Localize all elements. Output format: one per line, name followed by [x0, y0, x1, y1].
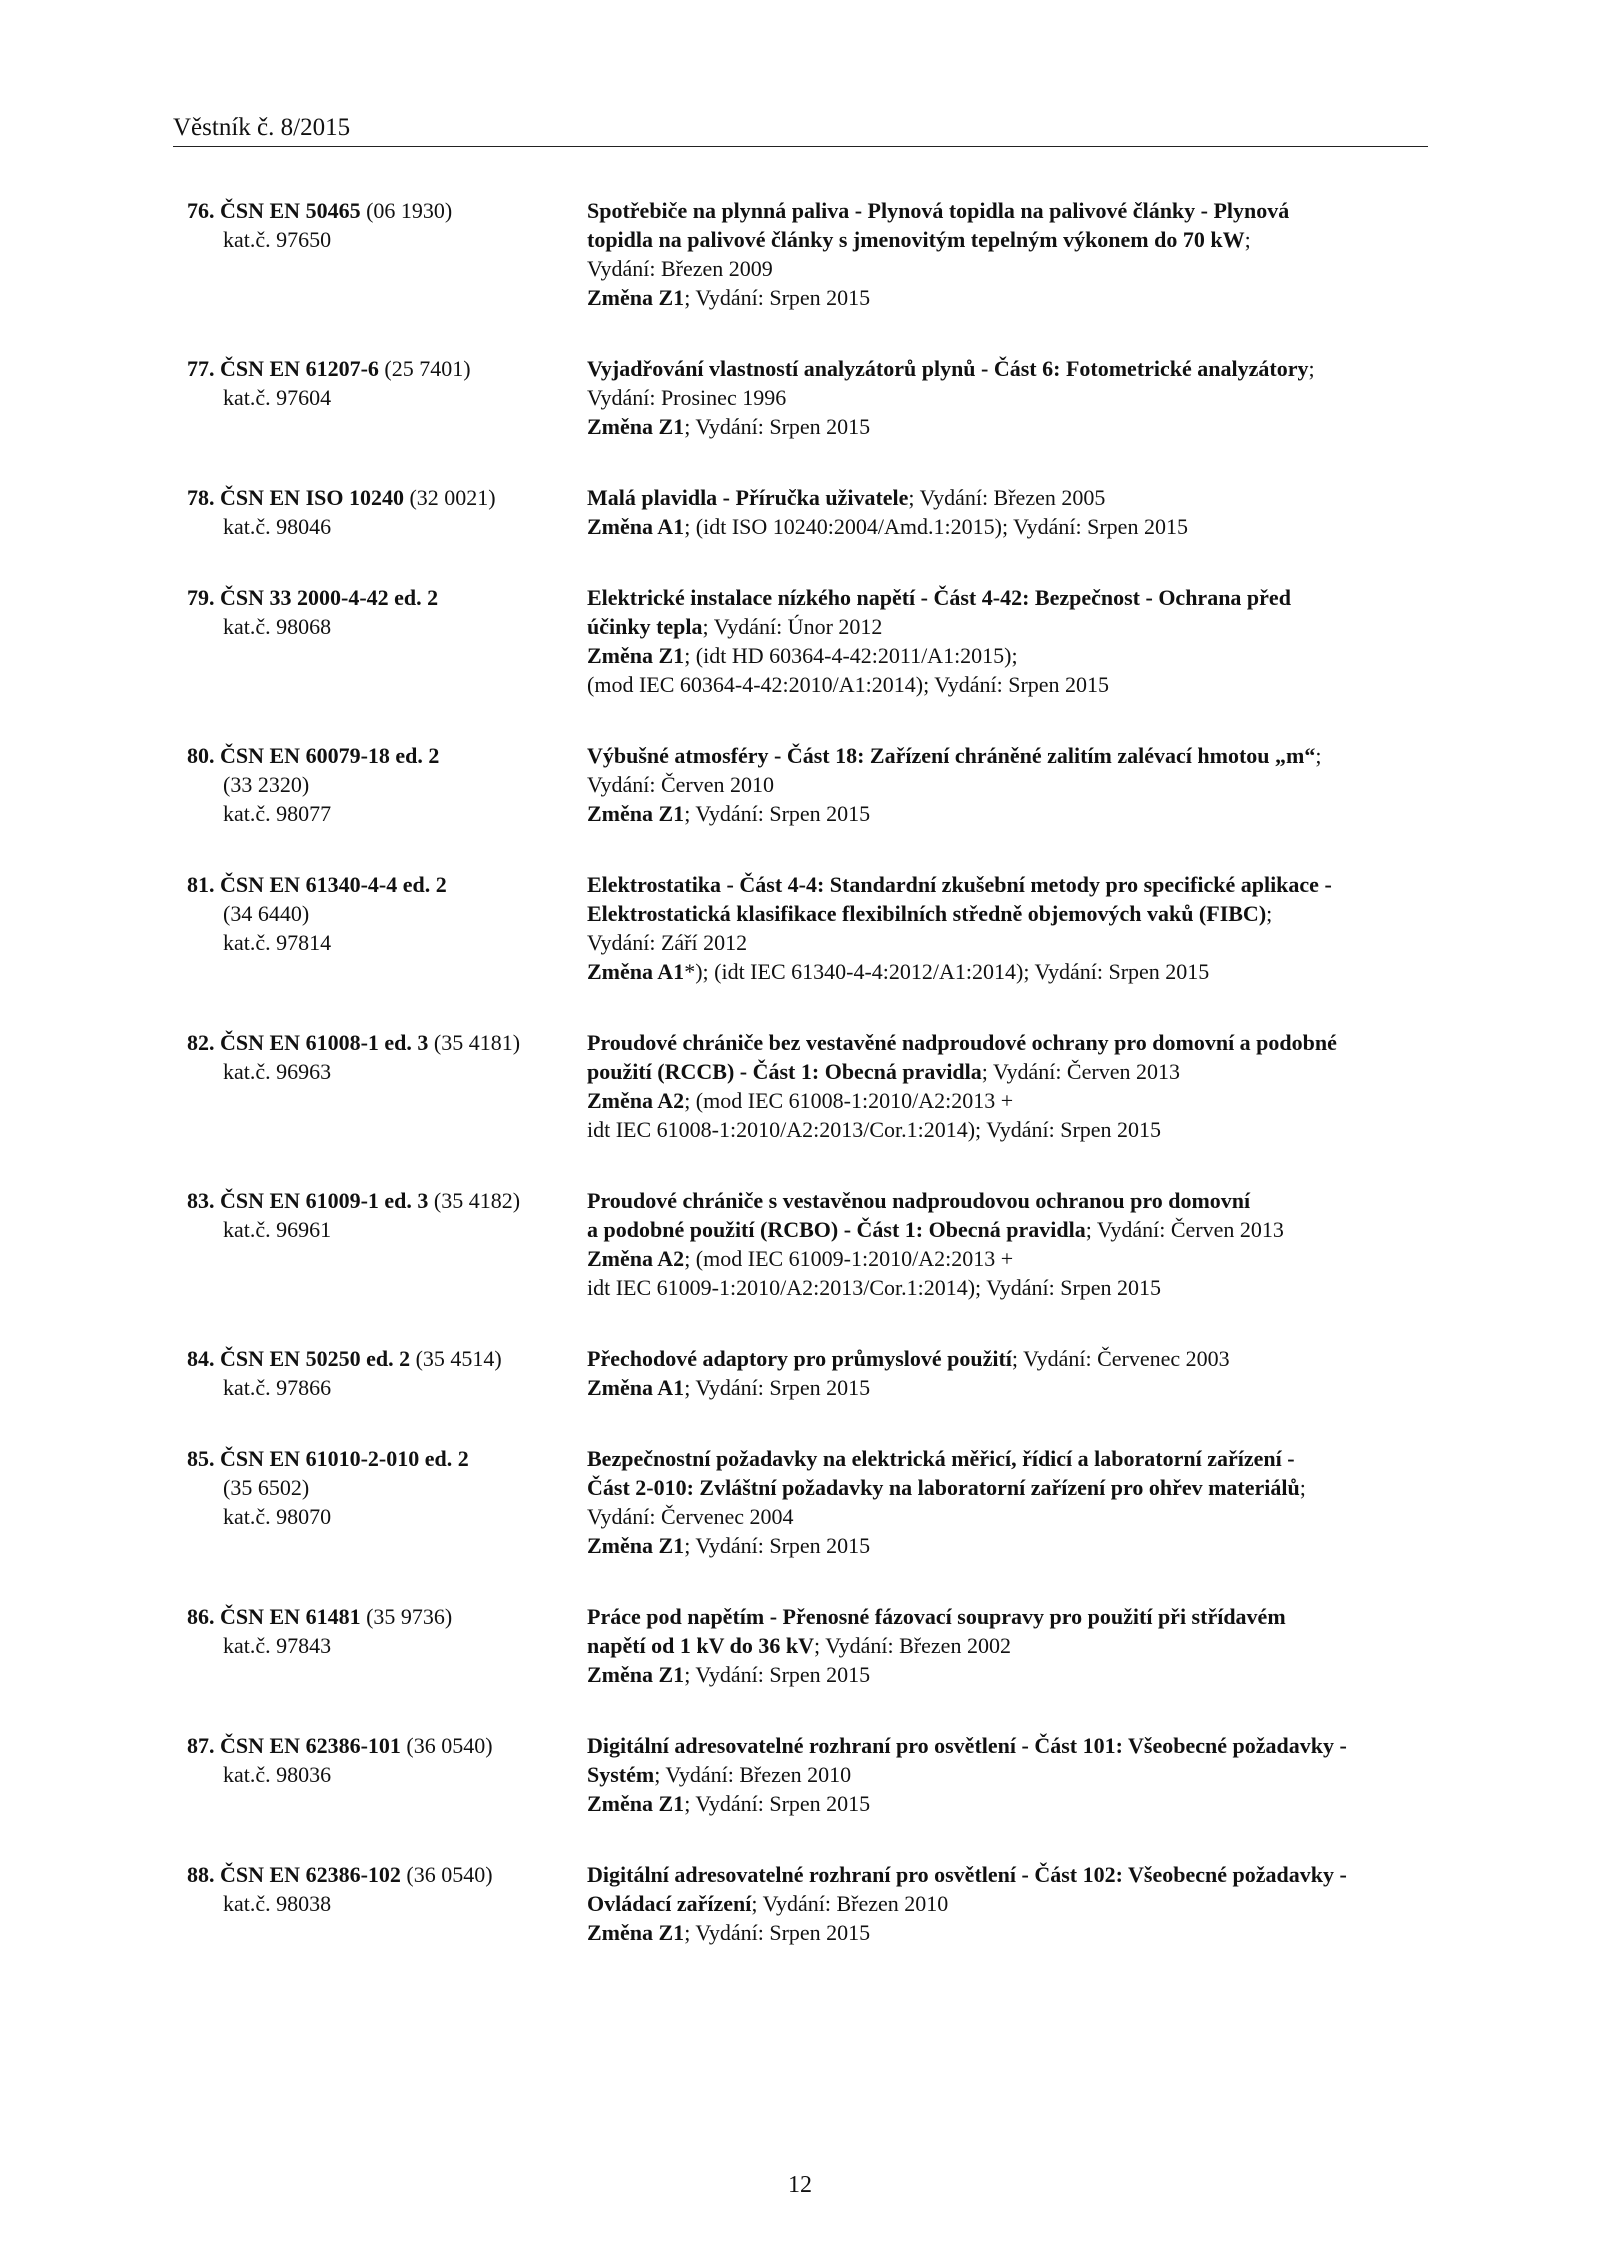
- bold-text: 85. ČSN EN 61010-2-010 ed. 2: [187, 1446, 469, 1471]
- standard-title-line: [587, 1860, 1427, 1889]
- standard-id-line: [187, 1760, 587, 1789]
- bold-text: 80. ČSN EN 60079-18 ed. 2: [187, 743, 440, 768]
- text: (35 4514): [410, 1346, 502, 1371]
- standard-title-line: [587, 1028, 1427, 1057]
- bold-text: Změna Z1: [587, 643, 685, 668]
- text: (25 7401): [378, 356, 471, 381]
- bold-text: Změna A1: [587, 1375, 685, 1400]
- standard-id-line: [187, 1602, 587, 1631]
- text: kat.č. 98070: [223, 1504, 332, 1529]
- standard-title-line: [587, 1631, 1427, 1660]
- text: ; (mod IEC 61009-1:2010/A2:2013 +: [684, 1246, 1014, 1271]
- standard-id-line: [187, 354, 587, 383]
- standard-title-line: [587, 1444, 1427, 1473]
- bold-text: 77. ČSN EN 61207-6: [187, 356, 379, 381]
- standard-identifier: [187, 196, 587, 312]
- standard-title-line: [587, 1660, 1427, 1689]
- text: (35 4182): [428, 1188, 521, 1213]
- standard-title-line: [587, 1373, 1427, 1402]
- text: ; Vydání: Srpen 2015: [684, 801, 871, 826]
- standard-identifier: [187, 1344, 587, 1402]
- bold-text: použití (RCCB) - Část 1: Obecná pravidla: [587, 1059, 982, 1084]
- standard-title-line: [587, 1186, 1427, 1215]
- standard-description: [587, 1602, 1427, 1689]
- standard-identifier: [187, 1444, 587, 1560]
- standard-identifier: [187, 1731, 587, 1818]
- standard-title-line: [587, 383, 1427, 412]
- text: (36 0540): [400, 1733, 493, 1758]
- standard-entry: [187, 583, 1427, 699]
- standard-description: [587, 870, 1427, 986]
- bold-text: Přechodové adaptory pro průmyslové použití: [587, 1346, 1012, 1371]
- bold-text: Změna Z1: [587, 1791, 685, 1816]
- text: Vydání: Červen 2010: [587, 772, 774, 797]
- standard-title-line: [587, 1244, 1427, 1273]
- bold-text: 76. ČSN EN 50465: [187, 198, 361, 223]
- standard-title-line: [587, 1057, 1427, 1086]
- text: (36 0540): [400, 1862, 493, 1887]
- standard-id-line: [187, 770, 587, 799]
- bold-text: Vyjadřování vlastností analyzátorů plynů - Část 6: Fotometrické analyzátory: [587, 356, 1309, 381]
- text: kat.č. 98038: [223, 1891, 332, 1916]
- text: ; Vydání: Srpen 2015: [684, 1920, 871, 1945]
- text: ; Vydání: Únor 2012: [702, 614, 883, 639]
- standard-title-line: [587, 354, 1427, 383]
- bold-text: 83. ČSN EN 61009-1 ed. 3: [187, 1188, 429, 1213]
- standard-title-line: [587, 641, 1427, 670]
- text: ; Vydání: Červen 2013: [981, 1059, 1180, 1084]
- standard-identifier: [187, 583, 587, 699]
- text: (35 4181): [428, 1030, 521, 1055]
- text: ; Vydání: Březen 2002: [814, 1633, 1011, 1658]
- standard-title-line: [587, 1086, 1427, 1115]
- standard-description: [587, 354, 1427, 441]
- bold-text: Část 2-010: Zvláštní požadavky na laboratorní zařízení pro ohřev materiálů: [587, 1475, 1300, 1500]
- standard-entry: [187, 1028, 1427, 1144]
- standard-id-line: [187, 1631, 587, 1660]
- standard-identifier: [187, 1602, 587, 1689]
- standard-entry: [187, 354, 1427, 441]
- standard-id-line: [187, 225, 587, 254]
- text: (32 0021): [403, 485, 496, 510]
- text: (35 9736): [360, 1604, 453, 1629]
- page-header: [173, 108, 1428, 147]
- bold-text: Bezpečnostní požadavky na elektrická měřicí, řídicí a laboratorní zařízení -: [587, 1446, 1295, 1471]
- standard-id-line: [187, 612, 587, 641]
- bold-text: napětí od 1 kV do 36 kV: [587, 1633, 814, 1658]
- standard-title-line: [587, 1602, 1427, 1631]
- text: kat.č. 97814: [223, 930, 332, 955]
- standard-entry: [187, 1731, 1427, 1818]
- bold-text: Práce pod napětím - Přenosné fázovací soupravy pro použití při střídavém: [587, 1604, 1286, 1629]
- standard-identifier: [187, 354, 587, 441]
- page-number: 12: [788, 2172, 812, 2198]
- bold-text: Změna Z1: [587, 285, 685, 310]
- bold-text: Změna Z1: [587, 1533, 685, 1558]
- text: ;: [1315, 743, 1322, 768]
- standard-title-line: [587, 1502, 1427, 1531]
- standard-id-line: [187, 1731, 587, 1760]
- text: ; Vydání: Březen 2010: [654, 1762, 852, 1787]
- standard-title-line: [587, 741, 1427, 770]
- text: Vydání: Září 2012: [587, 930, 748, 955]
- text: (35 6502): [223, 1475, 310, 1500]
- text: ;: [1244, 227, 1251, 252]
- text: kat.č. 98068: [223, 614, 332, 639]
- text: kat.č. 96961: [223, 1217, 332, 1242]
- bold-text: Digitální adresovatelné rozhraní pro osvětlení - Část 102: Všeobecné požadavky -: [587, 1862, 1347, 1887]
- standard-title-line: [587, 512, 1427, 541]
- bold-text: Malá plavidla - Příručka uživatele: [587, 485, 909, 510]
- standard-title-line: [587, 254, 1427, 283]
- bold-text: Proudové chrániče s vestavěnou nadproudovou ochranou pro domovní: [587, 1188, 1251, 1213]
- standard-id-line: [187, 196, 587, 225]
- text: Vydání: Červenec 2004: [587, 1504, 794, 1529]
- text: (06 1930): [360, 198, 453, 223]
- bold-text: Změna A1: [587, 959, 685, 984]
- standard-description: [587, 196, 1427, 312]
- text: kat.č. 97650: [223, 227, 332, 252]
- standard-id-line: [187, 741, 587, 770]
- standard-title-line: [587, 670, 1427, 699]
- text: ; Vydání: Březen 2005: [908, 485, 1106, 510]
- bold-text: Digitální adresovatelné rozhraní pro osvětlení - Část 101: Všeobecné požadavky -: [587, 1733, 1347, 1758]
- text: ;: [1266, 901, 1273, 926]
- bold-text: Elektrostatika - Část 4-4: Standardní zkušební metody pro specifické aplikace -: [587, 872, 1332, 897]
- standard-identifier: [187, 741, 587, 828]
- text: idt IEC 61009-1:2010/A2:2013/Cor.1:2014); Vydání: Srpen 2015: [587, 1275, 1162, 1300]
- text: kat.č. 96963: [223, 1059, 332, 1084]
- standard-entry: [187, 483, 1427, 541]
- standard-entry: [187, 1444, 1427, 1560]
- standard-title-line: [587, 412, 1427, 441]
- standard-title-line: [587, 1215, 1427, 1244]
- text: kat.č. 98036: [223, 1762, 332, 1787]
- standard-title-line: [587, 1731, 1427, 1760]
- bold-text: Ovládací zařízení: [587, 1891, 752, 1916]
- text: ; (idt ISO 10240:2004/Amd.1:2015); Vydání: Srpen 2015: [684, 514, 1188, 539]
- standard-id-line: [187, 1860, 587, 1889]
- bold-text: Změna Z1: [587, 1662, 685, 1687]
- standard-identifier: [187, 1028, 587, 1144]
- standard-title-line: [587, 1473, 1427, 1502]
- standard-entry: [187, 1860, 1427, 1947]
- standard-entry: [187, 741, 1427, 828]
- standard-title-line: [587, 1531, 1427, 1560]
- text: ; Vydání: Srpen 2015: [684, 285, 871, 310]
- bold-text: účinky tepla: [587, 614, 703, 639]
- bold-text: Proudové chrániče bez vestavěné nadproudové ochrany pro domovní a podobné: [587, 1030, 1337, 1055]
- standard-id-line: [187, 383, 587, 412]
- text: ; Vydání: Březen 2010: [751, 1891, 949, 1916]
- standard-title-line: [587, 1918, 1427, 1947]
- bold-text: 86. ČSN EN 61481: [187, 1604, 361, 1629]
- standard-identifier: [187, 483, 587, 541]
- bold-text: Změna A2: [587, 1246, 685, 1271]
- bold-text: 79. ČSN 33 2000-4-42 ed. 2: [187, 585, 439, 610]
- standard-entry: [187, 870, 1427, 986]
- standard-title-line: [587, 612, 1427, 641]
- standard-id-line: [187, 1373, 587, 1402]
- standard-title-line: [587, 483, 1427, 512]
- standard-entry: [187, 196, 1427, 312]
- standard-identifier: [187, 870, 587, 986]
- bold-text: Systém: [587, 1762, 655, 1787]
- text: ;: [1308, 356, 1315, 381]
- bold-text: Změna A2: [587, 1088, 685, 1113]
- text: kat.č. 98077: [223, 801, 332, 826]
- bold-text: Změna Z1: [587, 1920, 685, 1945]
- standard-title-line: [587, 799, 1427, 828]
- bold-text: Elektrostatická klasifikace flexibilních středně objemových vaků (FIBC): [587, 901, 1267, 926]
- standard-description: [587, 1731, 1427, 1818]
- standard-description: [587, 741, 1427, 828]
- text: ; (idt HD 60364-4-42:2011/A1:2015);: [684, 643, 1018, 668]
- bold-text: topidla na palivové články s jmenovitým tepelným výkonem do 70 kW: [587, 227, 1245, 252]
- standard-id-line: [187, 483, 587, 512]
- standard-title-line: [587, 283, 1427, 312]
- text: (mod IEC 60364-4-42:2010/A1:2014); Vydání: Srpen 2015: [587, 672, 1110, 697]
- text: kat.č. 97866: [223, 1375, 332, 1400]
- text: ;: [1299, 1475, 1306, 1500]
- standard-title-line: [587, 1789, 1427, 1818]
- standard-identifier: [187, 1186, 587, 1302]
- standard-title-line: [587, 1344, 1427, 1373]
- standard-title-line: [587, 583, 1427, 612]
- standard-entry: [187, 1344, 1427, 1402]
- standard-description: [587, 1344, 1427, 1402]
- text: ; Vydání: Červenec 2003: [1011, 1346, 1230, 1371]
- standard-id-line: [187, 1215, 587, 1244]
- bold-text: Spotřebiče na plynná paliva - Plynová topidla na palivové články - Plynová: [587, 198, 1290, 223]
- text: ; Vydání: Srpen 2015: [684, 1375, 871, 1400]
- standard-id-line: [187, 1057, 587, 1086]
- standard-id-line: [187, 1186, 587, 1215]
- standard-title-line: [587, 1273, 1427, 1302]
- standard-id-line: [187, 799, 587, 828]
- bold-text: Změna A1: [587, 514, 685, 539]
- journal-title: Věstník č. 8/2015: [173, 114, 351, 141]
- standard-title-line: [587, 1115, 1427, 1144]
- standard-description: [587, 1028, 1427, 1144]
- standard-title-line: [587, 899, 1427, 928]
- text: ; Vydání: Srpen 2015: [684, 1791, 871, 1816]
- standard-id-line: [187, 1473, 587, 1502]
- standard-id-line: [187, 899, 587, 928]
- standard-id-line: [187, 583, 587, 612]
- standard-title-line: [587, 770, 1427, 799]
- text: ; Vydání: Červen 2013: [1085, 1217, 1284, 1242]
- text: Vydání: Prosinec 1996: [587, 385, 787, 410]
- standard-id-line: [187, 1889, 587, 1918]
- standard-title-line: [587, 1760, 1427, 1789]
- bold-text: 87. ČSN EN 62386-101: [187, 1733, 401, 1758]
- standard-title-line: [587, 196, 1427, 225]
- bold-text: Změna Z1: [587, 414, 685, 439]
- standard-title-line: [587, 870, 1427, 899]
- standard-description: [587, 483, 1427, 541]
- bold-text: 82. ČSN EN 61008-1 ed. 3: [187, 1030, 429, 1055]
- bold-text: Elektrické instalace nízkého napětí - Část 4-42: Bezpečnost - Ochrana před: [587, 585, 1291, 610]
- text: kat.č. 98046: [223, 514, 332, 539]
- standard-title-line: [587, 225, 1427, 254]
- standard-id-line: [187, 1344, 587, 1373]
- text: *); (idt IEC 61340-4-4:2012/A1:2014); Vydání: Srpen 2015: [684, 959, 1210, 984]
- text: kat.č. 97604: [223, 385, 332, 410]
- text: ; Vydání: Srpen 2015: [684, 1662, 871, 1687]
- standard-description: [587, 1186, 1427, 1302]
- standard-identifier: [187, 1860, 587, 1947]
- bold-text: 81. ČSN EN 61340-4-4 ed. 2: [187, 872, 447, 897]
- standard-entry: [187, 1186, 1427, 1302]
- standard-description: [587, 1444, 1427, 1560]
- standard-description: [587, 583, 1427, 699]
- standard-id-line: [187, 512, 587, 541]
- bold-text: 84. ČSN EN 50250 ed. 2: [187, 1346, 411, 1371]
- standard-id-line: [187, 928, 587, 957]
- text: (34 6440): [223, 901, 310, 926]
- standard-title-line: [587, 1889, 1427, 1918]
- standard-description: [587, 1860, 1427, 1947]
- bold-text: 88. ČSN EN 62386-102: [187, 1862, 401, 1887]
- standard-title-line: [587, 928, 1427, 957]
- text: kat.č. 97843: [223, 1633, 332, 1658]
- text: ; Vydání: Srpen 2015: [684, 414, 871, 439]
- standard-id-line: [187, 1502, 587, 1531]
- text: Vydání: Březen 2009: [587, 256, 773, 281]
- bold-text: Výbušné atmosféry - Část 18: Zařízení chráněné zalitím zalévací hmotou „m“: [587, 743, 1316, 768]
- bold-text: 78. ČSN EN ISO 10240: [187, 485, 404, 510]
- standard-title-line: [587, 957, 1427, 986]
- text: idt IEC 61008-1:2010/A2:2013/Cor.1:2014); Vydání: Srpen 2015: [587, 1117, 1162, 1142]
- standard-id-line: [187, 870, 587, 899]
- standards-list: [187, 196, 1427, 1989]
- text: ; Vydání: Srpen 2015: [684, 1533, 871, 1558]
- standard-entry: [187, 1602, 1427, 1689]
- standard-id-line: [187, 1444, 587, 1473]
- bold-text: Změna Z1: [587, 801, 685, 826]
- standard-id-line: [187, 1028, 587, 1057]
- text: (33 2320): [223, 772, 310, 797]
- bold-text: a podobné použití (RCBO) - Část 1: Obecná pravidla: [587, 1217, 1086, 1242]
- text: ; (mod IEC 61008-1:2010/A2:2013 +: [684, 1088, 1014, 1113]
